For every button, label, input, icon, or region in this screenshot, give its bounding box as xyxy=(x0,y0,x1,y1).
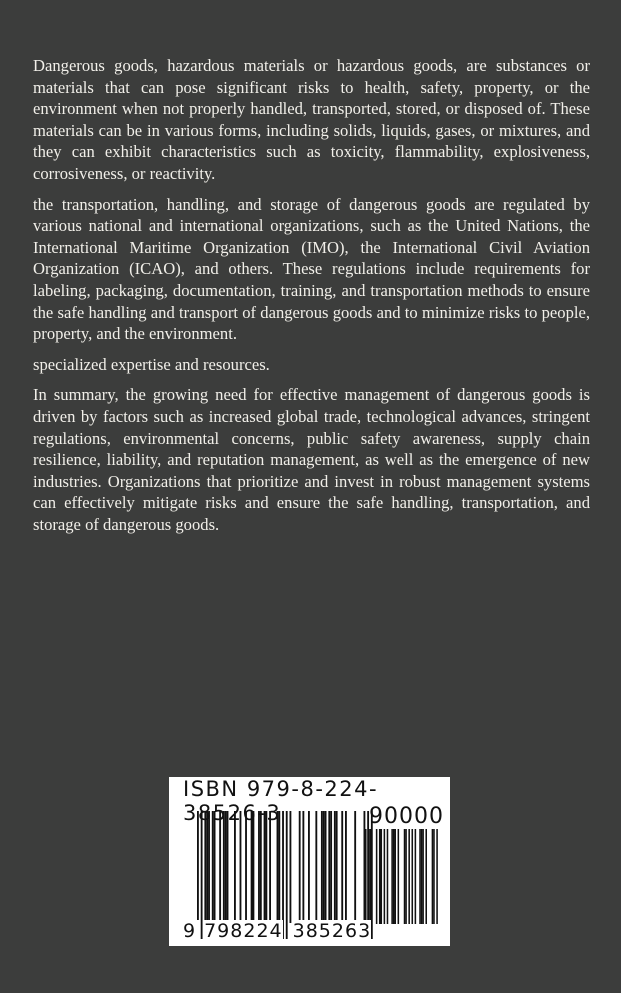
addon-bar xyxy=(415,829,417,924)
addon-bar xyxy=(368,829,370,924)
barcode-bar xyxy=(260,811,262,923)
ean-first-digit: 9 xyxy=(183,920,200,942)
addon-bar xyxy=(433,829,435,924)
barcode-bar xyxy=(269,811,271,923)
addon-bar xyxy=(408,829,410,924)
barcode-bar xyxy=(258,811,260,923)
barcode-bar xyxy=(315,811,317,923)
isbn-barcode xyxy=(169,777,450,946)
barcode-bar xyxy=(278,811,280,923)
barcode-bar xyxy=(212,811,214,923)
addon-bar xyxy=(376,829,378,924)
barcode-bar xyxy=(214,811,216,923)
barcode-bar xyxy=(253,811,255,923)
barcode-bar xyxy=(345,811,347,923)
addon-bar xyxy=(365,829,367,924)
addon-bar xyxy=(421,829,423,924)
addon-bar xyxy=(393,829,395,924)
isbn-label: ISBN 979-8-224-38526-3 xyxy=(183,777,379,825)
barcode-bar xyxy=(341,811,343,923)
addon-bar xyxy=(419,829,421,924)
barcode-bar xyxy=(245,811,247,923)
ean-digits xyxy=(183,920,371,942)
addon-bar xyxy=(381,829,383,924)
paragraph-3: specialized expertise and resources. xyxy=(33,354,270,374)
ean-right-group: 385263 xyxy=(292,920,372,942)
addon-bar xyxy=(425,829,427,924)
addon-bar xyxy=(398,829,400,924)
addon-bar xyxy=(394,829,396,924)
addon-bar xyxy=(412,829,414,924)
barcode-bar xyxy=(204,811,206,923)
barcode-bar xyxy=(328,811,330,923)
barcode-bar xyxy=(251,811,253,923)
barcode-bar xyxy=(225,811,227,923)
barcode-bar xyxy=(265,811,267,923)
barcode-bar xyxy=(321,811,323,923)
barcode-bar xyxy=(323,811,325,923)
barcode-bar xyxy=(219,811,221,923)
paragraph-1: Dangerous goods, hazardous materials or hazardous goods, are substances or materials that can pose significant risks to health, safety, property, or the environment when not properly handled, transported, stored, or disposed of. These materials can be in various forms, including solids, liquids, gases, or mixtures, and they can exhibit characteristics such as toxicity, flammability, explosiveness, corrosiveness, or reactivity. xyxy=(33,56,590,183)
addon-price-code: 90000 xyxy=(369,804,444,829)
paragraph-2: the transportation, handling, and storage of dangerous goods are regulated by various national and international organizations, such as the United Nations, the International Maritime Organization (IMO), the International Civil Aviation Organization (ICAO), and others. These regulations include requirements for labeling, packaging, documentation, training, and transportation methods to ensure the safe handling and transport of dangerous goods and to minimize risks to people, property, and the environment. xyxy=(33,194,590,344)
addon-bar xyxy=(391,829,393,924)
barcode-bar xyxy=(336,811,338,923)
addon-bar xyxy=(436,829,438,924)
barcode-bar xyxy=(264,811,266,923)
barcode-bar xyxy=(223,811,225,923)
barcode-bar xyxy=(325,811,327,923)
barcode-bar xyxy=(234,811,236,923)
barcode-bar xyxy=(330,811,332,923)
barcode-bar xyxy=(208,811,210,923)
addon-bar xyxy=(405,829,407,924)
barcode-bar xyxy=(302,811,304,923)
addon-bar xyxy=(432,829,434,924)
addon-bar xyxy=(404,829,406,924)
addon-bar xyxy=(422,829,424,924)
barcode-bar xyxy=(206,811,208,923)
paragraph-4: In summary, the growing need for effective management of dangerous goods is driven by factors such as increased global trade, technological advances, stringent regulations, environmental concerns, public safety awareness, supply chain resilience, liability, and reputation management, as well as the emergence of new industries. Organizations that prioritize and invest in robust management systems can effectively mitigate risks and ensure the safe handling, transportation, and storage of dangerous goods. xyxy=(33,385,590,534)
ean-left-group: 798224 xyxy=(204,920,283,942)
barcode-bar xyxy=(299,811,301,923)
barcode-bar xyxy=(354,811,356,923)
addon-bar xyxy=(370,829,372,924)
barcode-bar xyxy=(277,811,279,923)
addon-bar xyxy=(387,829,389,924)
barcode-bar xyxy=(334,811,336,923)
barcode-bar xyxy=(240,811,242,923)
barcode-bar xyxy=(290,811,292,923)
addon-bar xyxy=(384,829,386,924)
barcode-bar xyxy=(308,811,310,923)
back-cover-text xyxy=(33,55,590,544)
addon-bar xyxy=(379,829,381,924)
barcode-bar xyxy=(227,811,229,923)
